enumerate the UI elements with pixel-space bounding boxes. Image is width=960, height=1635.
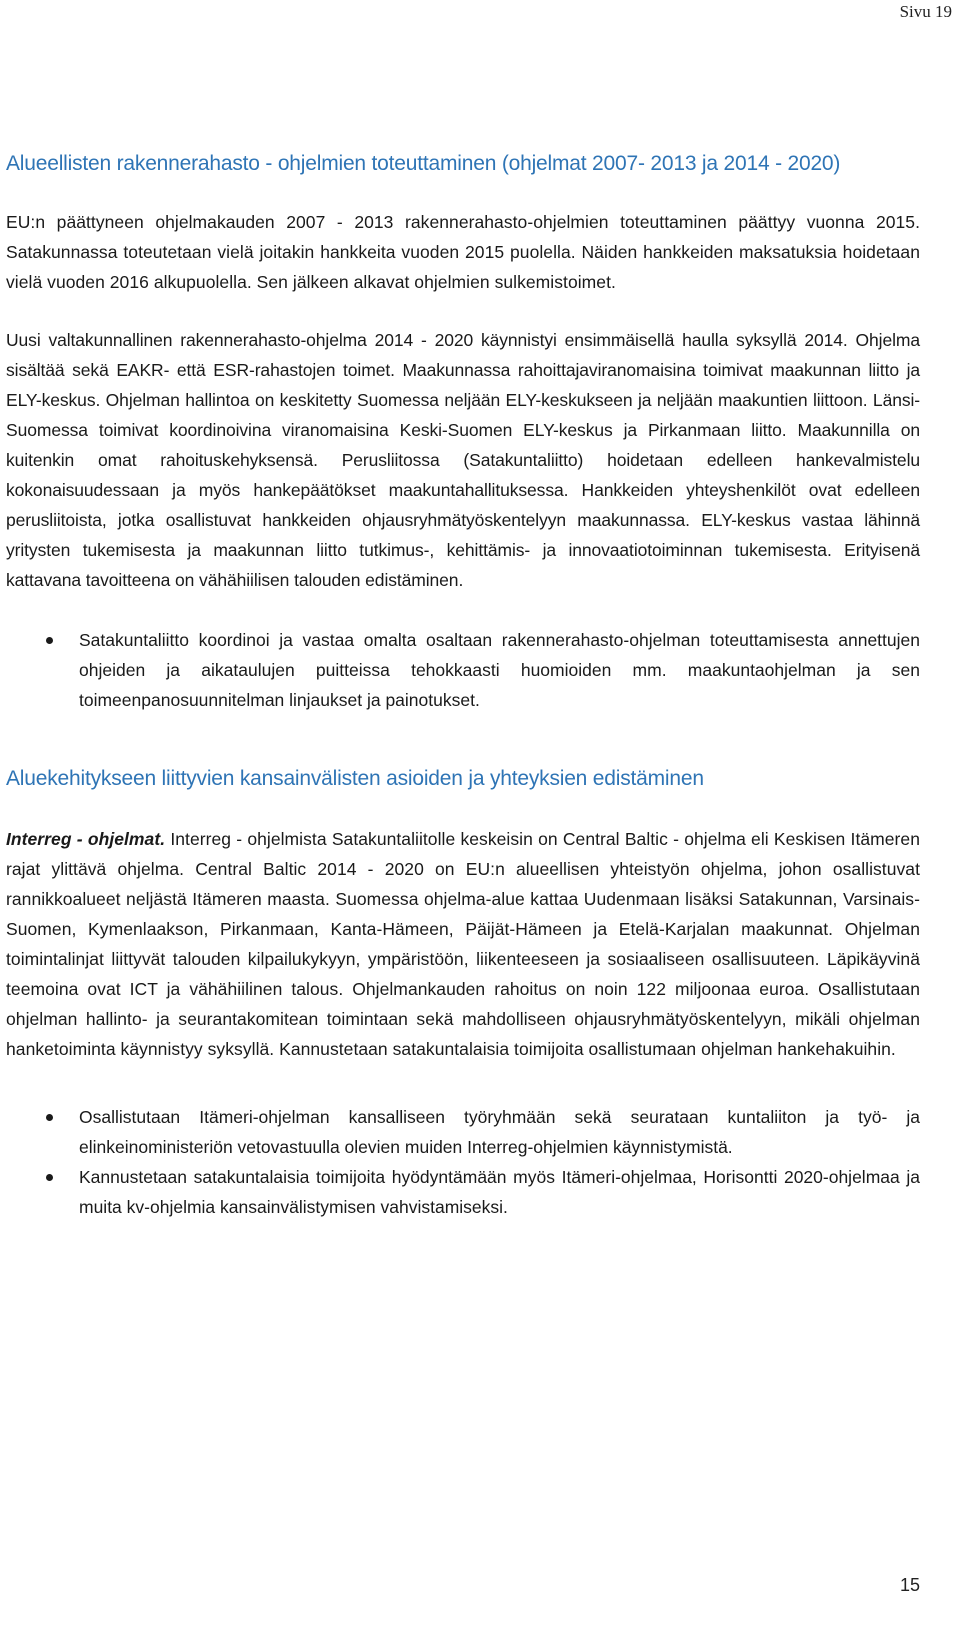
paragraph-interreg (6, 824, 920, 1064)
section-heading-international: Aluekehitykseen liittyvien kansainvälisten asioiden ja yhteyksien edistäminen (6, 767, 704, 790)
bullet-list-international (6, 1102, 920, 1222)
list-item (6, 1102, 920, 1162)
interreg-lead-text: Interreg - ohjelmat. (6, 829, 166, 849)
bullet-icon (46, 1174, 53, 1181)
bullet-text: Osallistutaan Itämeri-ohjelman kansalliseen työryhmään sekä seurataan kuntaliiton ja työ- ja elinkeinoministeriön vetovastuulla olevien muiden Interreg-ohjelmien käynnistymistä. (79, 1107, 920, 1157)
paragraph-new-programme: Uusi valtakunnallinen rakennerahasto-ohjelma 2014 - 2020 käynnistyi ensimmäisellä haulla syksyllä 2014. Ohjelma sisältää sekä EAKR- että ESR-rahastojen toimet. Maakunnassa rahoittajaviranomaisina toimivat maakunnan liitto ja ELY-keskus. Ohjelman hallintoa on keskitetty Suomessa neljään ELY-keskukseen ja neljään maakuntien liittoon. Länsi-Suomessa toimivat koordinoivina viranomaisina Keski-Suomen ELY-keskus ja Pirkanmaan liitto. Maakunnilla on kuitenkin omat rahoituskehyksensä. Perusliitossa (Satakuntaliitto) hoidetaan edelleen hankevalmistelu kokonaisuudessaan ja myös hankepäätökset maakuntahallituksessa. Hankkeiden yhteyshenkilöt ovat edelleen perusliitoista, jotka osallistuvat hankkeiden ohjausryhmätyöskentelyyn maakunnassa. ELY-keskus vastaa lähinnä yritysten tukemisesta ja maakunnan liitto tutkimus-, kehittämis- ja innovaatiotoiminnan tukemisesta. Erityisenä kattavana tavoitteena on vähähiilisen talouden edistäminen. (6, 330, 920, 590)
bullet-icon (46, 1114, 53, 1121)
section-heading-structural-funds: Alueellisten rakennerahasto - ohjelmien toteuttaminen (ohjelmat 2007- 2013 ja 2014 - 2020) (6, 152, 841, 175)
page-header-label: Sivu 19 (899, 2, 952, 21)
page-number: 15 (899, 1575, 920, 1595)
interreg-body-text: Interreg - ohjelmista Satakuntaliitolle keskeisin on Central Baltic - ohjelma eli Keskisen Itämeren rajat ylittävä ohjelma. Central Baltic 2014 - 2020 on EU:n alueellisen yhteistyön ohjelma, johon osallistuvat rannikkoalueet neljästä Itämeren maasta. Suomessa ohjelma-alue kattaa Uudenmaan lisäksi Satakunnan, Varsinais-Suomen, Kymenlaakson, Pirkanmaan, Kanta-Hämeen, Päijät-Hämeen ja Etelä-Karjalan maakunnat. Ohjelman toimintalinjat liittyvät talouden kilpailukykyyn, ympäristöön, liikenteeseen ja sosiaaliseen osallisuuteen. Läpikäyvinä teemoina ovat ICT ja vähähiilinen talous. Ohjelmankauden rahoitus on noin 122 miljoonaa euroa. Osallistutaan ohjelman hallinto- ja seurantakomitean toimintaan sekä mahdolliseen ohjausryhmätyöskentelyyn, mikäli ohjelman hanketoiminta käynnistyy syksyllä. Kannustetaan satakuntalaisia toimijoita osallistumaan ohjelman hankehakuihin. (6, 829, 920, 1059)
list-item (6, 625, 920, 715)
bullet-list-structural-funds (6, 625, 920, 715)
bullet-text: Kannustetaan satakuntalaisia toimijoita hyödyntämään myös Itämeri-ohjelmaa, Horisontti 2020-ohjelmaa ja muita kv-ohjelmia kansainvälistymisen vahvistamiseksi. (79, 1167, 920, 1217)
bullet-text: Satakuntaliitto koordinoi ja vastaa omalta osaltaan rakennerahasto-ohjelman toteuttamisesta annettujen ohjeiden ja aikataulujen puitteissa tehokkaasti huomioiden mm. maakuntaohjelman ja sen toimeenpanosuunnitelman linjaukset ja painotukset. (79, 630, 920, 710)
paragraph-previous-period: EU:n päättyneen ohjelmakauden 2007 - 2013 rakennerahasto-ohjelmien toteuttaminen päättyy vuonna 2015. Satakunnassa toteutetaan vielä joitakin hankkeita vuoden 2015 puolella. Näiden hankkeiden maksatuksia hoidetaan vielä vuoden 2016 alkupuolella. Sen jälkeen alkavat ohjelmien sulkemistoimet. (6, 212, 920, 292)
document-body (6, 148, 920, 1222)
list-item (6, 1162, 920, 1222)
bullet-icon (46, 637, 53, 644)
